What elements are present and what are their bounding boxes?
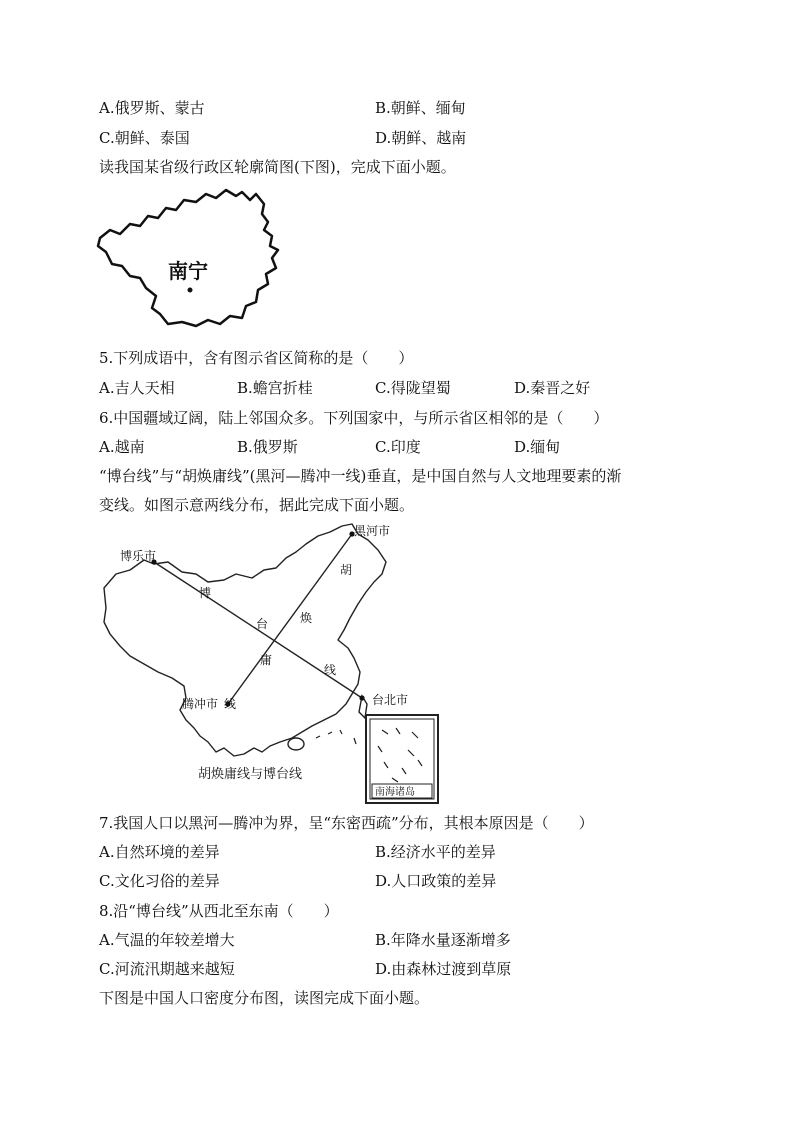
botai-char-bo: 博 bbox=[199, 586, 212, 600]
china-lines-map bbox=[96, 522, 446, 808]
city-label-nanning: 南宁 bbox=[168, 259, 208, 283]
outro-population-map: 下图是中国人口密度分布图，读图完成下面小题。 bbox=[99, 989, 430, 1007]
q5-option-d: D.秦晋之好 bbox=[514, 379, 591, 397]
map-caption: 胡焕庸线与博台线 bbox=[198, 767, 303, 782]
q8-option-a: A.气温的年较差增大 bbox=[99, 931, 235, 949]
q6-option-a: A.越南 bbox=[99, 438, 145, 456]
q7-option-d: D.人口政策的差异 bbox=[375, 872, 497, 890]
botai-char-xian: 线 bbox=[324, 663, 337, 677]
q4-option-a: A.俄罗斯、蒙古 bbox=[99, 99, 205, 117]
q8-option-d: D.由森林过渡到草原 bbox=[375, 960, 512, 978]
botai-char-tai: 台 bbox=[256, 617, 269, 631]
nanning-dot bbox=[188, 288, 193, 293]
q6-option-c: C.印度 bbox=[375, 438, 421, 456]
q5-option-c: C.得陇望蜀 bbox=[375, 379, 451, 397]
q7-option-b: B.经济水平的差异 bbox=[375, 843, 496, 861]
q4-option-b: B.朝鲜、缅甸 bbox=[375, 99, 466, 117]
province-outline bbox=[98, 190, 278, 326]
taibei-dot bbox=[359, 695, 364, 700]
hu-char-hu: 胡 bbox=[340, 563, 353, 577]
q5-option-b: B.蟾宫折桂 bbox=[237, 379, 313, 397]
coastal-islands bbox=[316, 730, 356, 744]
q6-stem: 6.中国疆域辽阔，陆上邻国众多。下列国家中，与所示省区相邻的是（ ） bbox=[99, 409, 609, 427]
hu-char-xian: 线 bbox=[224, 697, 237, 711]
q8-option-c: C.河流汛期越来越短 bbox=[99, 960, 235, 978]
q8-option-b: B.年降水量逐渐增多 bbox=[375, 931, 511, 949]
intro-lines-2: 变线。如图示意两线分布，据此完成下面小题。 bbox=[99, 496, 415, 514]
q7-option-a: A.自然环境的差异 bbox=[99, 843, 220, 861]
inset-label: 南海诸岛 bbox=[375, 787, 415, 798]
hu-char-huan: 焕 bbox=[300, 611, 313, 625]
hu-char-yong: 庸 bbox=[260, 653, 273, 667]
province-outline-map bbox=[96, 186, 286, 334]
q5-option-a: A.吉人天相 bbox=[99, 379, 175, 397]
q7-stem: 7.我国人口以黑河—腾冲为界，呈“东密西疏”分布，其根本原因是（ ） bbox=[99, 814, 594, 832]
intro-province-map: 读我国某省级行政区轮廓简图(下图)，完成下面小题。 bbox=[99, 158, 456, 176]
q7-option-c: C.文化习俗的差异 bbox=[99, 872, 220, 890]
q6-option-d: D.缅甸 bbox=[514, 438, 561, 456]
q4-option-c: C.朝鲜、泰国 bbox=[99, 129, 190, 147]
label-taibei: 台北市 bbox=[372, 693, 409, 707]
label-tengchong: 腾冲市 bbox=[182, 697, 219, 711]
q6-option-b: B.俄罗斯 bbox=[237, 438, 298, 456]
q5-stem: 5.下列成语中，含有图示省区简称的是（ ） bbox=[99, 349, 414, 367]
hainan-outline bbox=[288, 738, 304, 750]
q4-option-d: D.朝鲜、越南 bbox=[375, 129, 467, 147]
q8-stem: 8.沿“博台线”从西北至东南（ ） bbox=[99, 902, 339, 920]
label-bole: 博乐市 bbox=[120, 549, 157, 563]
label-heihe: 黑河市 bbox=[354, 524, 391, 538]
south-china-sea-inset bbox=[366, 715, 438, 803]
intro-lines-1: “博台线”与“胡焕庸线”(黑河—腾冲一线)垂直，是中国自然与人文地理要素的渐 bbox=[99, 467, 622, 485]
